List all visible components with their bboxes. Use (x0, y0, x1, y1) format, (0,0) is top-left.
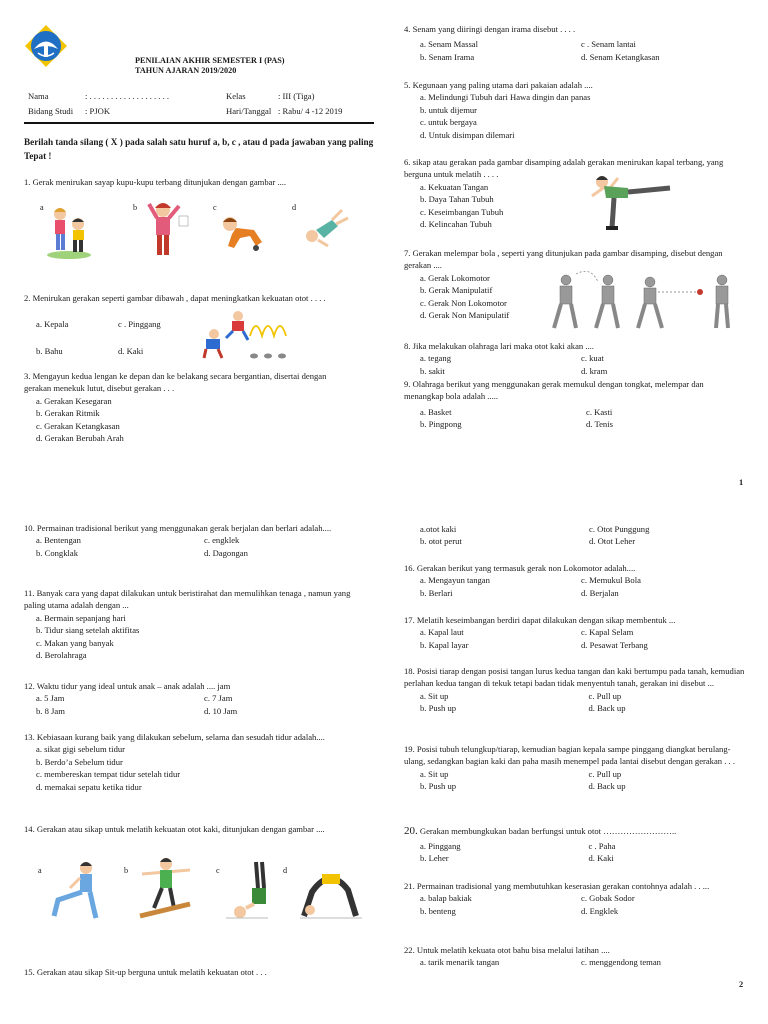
question-3-text: 3. Mengayun kedua lengan ke depan dan ke belakang secara bergantian, disertai dengan gerakan menekuk lutut, disebut gerakan . . . (24, 371, 327, 394)
q21-option-a[interactable]: a. balap bakiak (420, 893, 472, 904)
q17-option-b[interactable]: b. Kapal layar (420, 639, 469, 650)
q16-option-c[interactable]: c. Memukul Bola (581, 575, 641, 586)
question-1 (24, 176, 374, 188)
q14-label-c[interactable]: c (216, 866, 220, 875)
hari-tanggal-value: : Rabu/ 4 -12 2019 (278, 106, 343, 116)
q8-option-a[interactable]: a. tegang (420, 353, 452, 364)
page-number-1: 1 (739, 478, 744, 487)
q18-option-a[interactable]: a. Sit up (420, 690, 449, 701)
question-21 (404, 880, 734, 917)
question-5 (404, 79, 734, 141)
question-12-text: 12. Waktu tidur yang ideal untuk anak – anak adalah .... jam (24, 681, 231, 691)
question-22-text: 22. Untuk melatih kekuata otot bahu bisa melalui latihan .... (404, 945, 610, 955)
q14-figure-d-bridge-pose-icon (296, 866, 366, 920)
q14-figure-b-balance-board-icon (132, 854, 196, 922)
q7-option-a[interactable]: a. Gerak Lokomotor (420, 272, 490, 283)
q8-option-c[interactable]: c. kuat (581, 353, 604, 364)
question-10 (24, 522, 364, 559)
kelas-label: Kelas (226, 91, 246, 101)
q18-option-d[interactable]: d. Back up (588, 703, 626, 714)
q11-option-b[interactable]: b. Tidur siang setelah aktifitas (36, 625, 140, 636)
q3-option-d[interactable]: d. Gerakan Berubah Arah (36, 433, 124, 444)
question-5-text: 5. Kegunaan yang paling utama dari pakaian adalah .... (404, 80, 593, 90)
q6-figure-airplane-pose-icon (588, 170, 674, 234)
exam-title-line1: PENILAIAN AKHIR SEMESTER I (PAS) (135, 56, 285, 65)
q7-option-b[interactable]: b. Gerak Manipulatif (420, 285, 493, 296)
question-3 (24, 370, 354, 445)
q20-option-d[interactable]: d. Kaki (588, 853, 614, 864)
question-11-text: 11. Banyak cara yang dapat dilakukan untuk beristirahat dan memulihkan tenaga , namun yang paling utama adalah dengan ... (24, 588, 351, 611)
q5-option-d[interactable]: d. Untuk disimpan dilemari (420, 129, 515, 140)
q21-option-b[interactable]: b. benteng (420, 905, 456, 916)
q11-option-c[interactable]: c. Makan yang banyak (36, 637, 114, 648)
q17-option-d[interactable]: d. Pesawat Terbang (581, 639, 648, 650)
question-8-text: 8. Jika melakukan olahraga lari maka otot kaki akan .... (404, 341, 594, 351)
q4-option-a[interactable]: a. Senam Massal (420, 39, 478, 50)
question-15-text: 15. Gerakan atau sikap Sit-up berguna untuk melatih kekuatan otot . . . (24, 967, 267, 977)
question-14 (24, 823, 344, 835)
question-8 (404, 340, 734, 377)
q20-option-b[interactable]: b. Leher (420, 853, 449, 864)
q18-option-b[interactable]: b. Push up (420, 703, 457, 714)
question-12 (24, 680, 364, 717)
q4-option-b[interactable]: b. Senam Irama (420, 51, 475, 62)
question-6-text: 6. sikap atau gerakan pada gambar disamping adalah gerakan menirukan kapal terbang, yang berguna untuk melatih . . . . (404, 157, 724, 180)
q13-option-c[interactable]: c. membereskan tempat tidur setelah tidur (36, 769, 181, 780)
q13-option-b[interactable]: b. Berdo’a Sebelum tidur (36, 756, 123, 767)
tut-wuri-handayani-logo (24, 24, 68, 68)
q2-option-a[interactable]: a. Kepala (36, 319, 69, 329)
q2-figure-jumping-kids-icon (200, 306, 292, 362)
header-divider (24, 122, 374, 124)
q15-option-b[interactable]: b. otot perut (420, 536, 462, 547)
nama-field[interactable]: : . . . . . . . . . . . . . . . . . . . (85, 91, 170, 101)
q4-option-c[interactable]: c . Senam lantai (581, 39, 636, 50)
question-1-text: 1. Gerak menirukan sayap kupu-kupu terbang ditunjukan dengan gambar .... (24, 177, 287, 187)
q11-option-d[interactable]: d. Berolahraga (36, 650, 87, 661)
q9-option-c[interactable]: c. Kasti (586, 406, 613, 417)
question-7-text: 7. Gerakan melempar bola , seperti yang ditunjukan pada gambar disamping, disebut dengan gerakan .... (404, 248, 723, 271)
question-20-text: Gerakan membungkukan badan berfungsi untuk otot …………………….. (419, 826, 677, 836)
question-16-text: 16. Gerakan berikut yang termasuk gerak non Lokomotor adalah.... (404, 563, 636, 573)
q16-option-a[interactable]: a. Mengayun tangan (420, 575, 490, 586)
q15-option-c[interactable]: c. Otot Punggung (589, 524, 650, 534)
q15-option-a[interactable]: a.otot kaki (420, 524, 457, 534)
question-13 (24, 731, 364, 793)
kelas-value: : III (Tiga) (278, 91, 315, 101)
q16-option-d[interactable]: d. Berjalan (581, 587, 619, 598)
question-13-text: 13. Kebiasaan kurang baik yang dilakukan sebelum, selama dan sesudah tidur adalah.... (24, 732, 325, 742)
q14-label-a[interactable]: a (38, 866, 42, 875)
question-2-text: 2. Menirukan gerakan seperti gambar dibawah , dapat meningkatkan kekuatan otot . . . . (24, 293, 326, 303)
q1-figure-c-crawling-child-icon (218, 208, 272, 254)
question-10-text: 10. Permainan tradisional berikut yang menggunakan gerak berjalan dan berlari adalah.... (24, 523, 332, 533)
question-6 (404, 156, 734, 231)
hari-tanggal-label: Hari/Tanggal (226, 106, 272, 116)
q5-option-a[interactable]: a. Melindungi Tubuh dari Hawa dingin dan panas (420, 92, 591, 103)
q6-option-a[interactable]: a. Kekuatan Tangan (420, 181, 489, 192)
question-9 (404, 378, 744, 431)
bidang-studi-label: Bidang Studi (28, 106, 74, 116)
question-9-text: 9. Olahraga berikut yang menggunakan gerak memukul dengan tongkat, melempar dan menangkap bola adalah ..... (404, 379, 704, 402)
question-16 (404, 562, 734, 599)
q7-option-c[interactable]: c. Gerak Non Lokomotor (420, 297, 507, 308)
q12-option-a[interactable]: a. 5 Jam (36, 693, 65, 704)
q4-option-d[interactable]: d. Senam Ketangkasan (581, 51, 660, 62)
q14-label-d[interactable]: d (283, 866, 288, 875)
question-22 (404, 944, 734, 969)
question-4 (404, 23, 734, 63)
q19-option-d[interactable]: d. Back up (588, 781, 626, 792)
nama-label: Nama (28, 91, 49, 101)
q9-option-a[interactable]: a. Basket (420, 406, 452, 417)
page-number-2: 2 (739, 980, 744, 989)
q19-option-a[interactable]: a. Sit up (420, 768, 449, 779)
q18-option-c[interactable]: c. Pull up (588, 690, 622, 701)
question-20 (404, 824, 749, 865)
q17-option-c[interactable]: c. Kapal Selam (581, 627, 634, 638)
q12-option-d[interactable]: d. 10 Jam (204, 705, 238, 716)
question-21-text: 21. Permainan tradisional yang membutuhkan keserasian gerakan contohnya adalah . . ... (404, 881, 710, 891)
q10-option-b[interactable]: b. Congklak (36, 547, 79, 558)
q5-option-c[interactable]: c. untuk bergaya (420, 117, 477, 128)
q6-option-b[interactable]: b. Daya Tahan Tubuh (420, 194, 494, 205)
q14-label-b[interactable]: b (124, 866, 129, 875)
q6-option-c[interactable]: c. Keseimbangan Tubuh (420, 206, 504, 217)
q1-figure-d-child-lying-icon (298, 206, 350, 250)
q10-option-a[interactable]: a. Bentengan (36, 535, 81, 546)
q1-figure-b-girl-arms-up-icon (141, 198, 191, 260)
q2-option-b[interactable]: b. Bahu (36, 346, 63, 356)
question-11 (24, 587, 364, 662)
q5-option-b[interactable]: b. untuk dijemur (420, 104, 478, 115)
q9-option-b[interactable]: b. Pingpong (420, 419, 462, 430)
q1-label-c[interactable]: c (213, 203, 217, 212)
q17-option-a[interactable]: a. Kapal laut (420, 627, 464, 638)
q20-option-a[interactable]: a. Pinggang (420, 840, 461, 851)
q1-figure-a-kids-icon (44, 200, 94, 260)
q20-option-c[interactable]: c . Paha (588, 840, 616, 851)
bidang-studi-value: : PJOK (85, 106, 111, 116)
q15-options (420, 523, 730, 548)
question-19 (404, 743, 749, 793)
question-18-text: 18. Posisi tiarap dengan posisi tangan lurus kedua tangan dan kaki bertumpu pada tanah, kemudian perlahan kedua tangan di tekuk tetapi badan tidak menyentuh tanah, gerakan ini disebut ... (404, 666, 745, 689)
q2-option-c[interactable]: c . Pinggang (118, 319, 161, 329)
question-19-text: 19. Posisi tubuh telungkup/tiarap, kemudian bagian kepala sampe pinggang diangkat berulang-ulang, sedangkan bagian kaki dan paha masih menempel pada lantai disebut dengan gerakan . . . (404, 744, 735, 767)
q7-figure-ball-throw-sequence-icon (546, 270, 740, 334)
q16-option-b[interactable]: b. Berlari (420, 587, 453, 598)
q10-option-c[interactable]: c. engklek (204, 535, 240, 546)
q6-option-d[interactable]: d. Kelincahan Tubuh (420, 219, 492, 230)
q15-option-d[interactable]: d. Otot Leher (589, 536, 636, 547)
q13-option-a[interactable]: a. sikat gigi sebelum tidur (36, 744, 126, 755)
exam-title (135, 56, 285, 76)
question-17-text: 17. Melatih keseimbangan berdiri dapat dilakukan dengan sikap membentuk ... (404, 615, 676, 625)
q2-option-d[interactable]: d. Kaki (118, 346, 144, 356)
q14-figure-c-shoulder-stand-icon (222, 858, 274, 924)
q3-option-a[interactable]: a. Gerakan Kesegaran (36, 395, 112, 406)
q1-label-a[interactable]: a (40, 203, 44, 212)
q22-option-c[interactable]: c. menggendong teman (581, 957, 661, 968)
exam-title-line2: TAHUN AJARAN 2019/2020 (135, 65, 237, 75)
question-18 (404, 665, 749, 715)
question-17 (404, 614, 734, 651)
q7-option-d[interactable]: d. Gerak Non Manipulatif (420, 310, 510, 321)
instruction: Berilah tanda silang ( X ) pada salah satu huruf a, b, c , atau d pada jawaban yang paling Tepat ! (24, 137, 374, 162)
q8-option-b[interactable]: b. sakit (420, 365, 445, 376)
question-2 (24, 292, 344, 304)
q3-option-c[interactable]: c. Gerakan Ketangkasan (36, 420, 120, 431)
question-20-number: 20. (404, 825, 418, 837)
q21-option-d[interactable]: d. Engklek (581, 905, 619, 916)
q8-option-d[interactable]: d. kram (581, 365, 608, 376)
q1-label-b[interactable]: b (133, 203, 138, 212)
q10-option-d[interactable]: d. Dagongan (204, 547, 248, 558)
q12-option-c[interactable]: c. 7 Jam (204, 693, 233, 704)
q12-option-b[interactable]: b. 8 Jam (36, 705, 65, 716)
question-15 (24, 966, 364, 978)
q14-figure-a-lunge-icon (50, 858, 106, 922)
question-4-text: 4. Senam yang diiringi dengan irama disebut . . . . (404, 24, 576, 34)
question-14-text: 14. Gerakan atau sikap untuk melatih kekuatan otot kaki, ditunjukan dengan gambar .... (24, 824, 325, 834)
q19-option-c[interactable]: c. Pull up (588, 768, 622, 779)
q19-option-b[interactable]: b. Push up (420, 781, 457, 792)
q11-option-a[interactable]: a. Bermain sepanjang hari (36, 612, 126, 623)
q21-option-c[interactable]: c. Gobak Sodor (581, 893, 635, 904)
q3-option-b[interactable]: b. Gerakan Ritmik (36, 408, 100, 419)
q9-option-d[interactable]: d. Tenis (586, 419, 613, 430)
question-20-text-wrap (404, 824, 749, 840)
q1-label-d[interactable]: d (292, 203, 297, 212)
q13-option-d[interactable]: d. memakai sepatu ketika tidur (36, 781, 142, 792)
q22-option-a[interactable]: a. tarik menarik tangan (420, 957, 500, 968)
